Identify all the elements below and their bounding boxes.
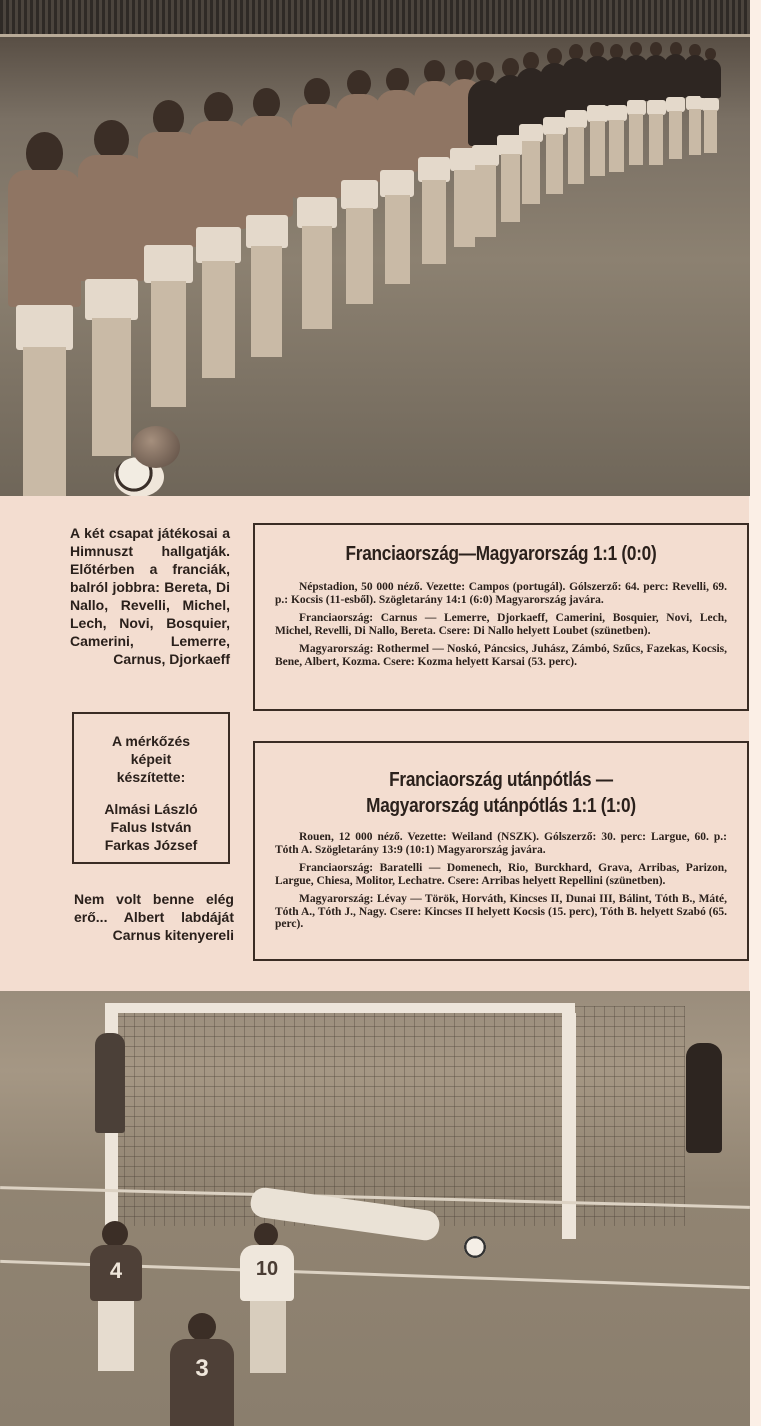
goal-crossbar <box>105 1003 575 1013</box>
senior-match-info: Népstadion, 50 000 néző. Vezette: Campos (portugál). Gólszerző: 64. perc: Revelli, 69. p.: Kocsis (11-esből). Szögletarány 14:1 (6:0) Magyarország javára. <box>275 581 727 606</box>
youth-match-title-line: Franciaország utánpótlás — <box>389 769 613 791</box>
senior-france-lineup: Franciaország: Carnus — Lemerre, Djorkaeff, Camerini, Bosquier, Novi, Lech, Michel, Revelli, Di Nallo, Bereta. Csere: Di Nallo helyett Loubet (szünetben). <box>275 612 727 637</box>
shirt-number: 4 <box>90 1245 142 1301</box>
pitch-line <box>0 34 750 37</box>
credits-names <box>74 800 228 854</box>
goal-right-post <box>562 1013 576 1239</box>
credits-title-line: képeit <box>130 751 172 767</box>
french-player-10 <box>238 1223 298 1373</box>
senior-match-box <box>253 523 749 711</box>
youth-match-info: Rouen, 12 000 néző. Vezette: Weiland (NSZK). Gólszerző: 30. perc: Largue, 60. p.: Tóth A. Szögletarány 13:9 (10:1) Magyarország javára. <box>275 831 727 856</box>
credits-title-line: készítette: <box>116 769 186 785</box>
youth-france-lineup: Franciaország: Baratelli — Domenech, Rio, Burckhard, Grava, Arribas, Parizon, Largue, Chiesa, Molitor, Lechatre. Csere: Arribas helyett Repellini (szünetben). <box>275 862 727 887</box>
photographer-name: Falus István <box>110 819 192 835</box>
senior-match-title: Franciaország—Magyarország 1:1 (0:0) <box>345 543 657 565</box>
football <box>132 426 180 468</box>
youth-match-title-line: Magyarország utánpótlás 1:1 (1:0) <box>366 795 636 817</box>
youth-hungary-lineup: Magyarország: Lévay — Török, Horváth, Kincses II, Dunai III, Bálint, Tóth B., Máté, Tóth A., Tóth J., Nagy. Csere: Kincses II helyett Kocsis (15. perc), Tóth B. helyett Szabó (65. perc). <box>275 893 727 930</box>
photographer-name: Almási László <box>104 801 198 817</box>
anthem-caption: A két csapat játékosai a Himnuszt hallgatják. Előtérben a franciák, balról jobbra: Bereta, Di Nallo, Revelli, Michel, Lech, Novi, Bosquier, Camerini, Lemerre, Carnus, Djorkaeff <box>70 525 230 667</box>
shirt-number: 10 <box>240 1245 294 1301</box>
background-person <box>95 1033 125 1133</box>
goal-save-photo <box>0 991 750 1426</box>
football <box>464 1236 486 1258</box>
photographer-figure <box>686 1043 722 1153</box>
hungarian-player-3 <box>170 1313 234 1426</box>
stadium-crowd <box>0 0 750 34</box>
shirt-number: 3 <box>170 1339 234 1426</box>
credits-title-line: A mérkőzés <box>111 733 191 749</box>
credits-title <box>74 732 228 786</box>
hungarian-player-4 <box>88 1221 144 1371</box>
youth-match-title <box>307 767 696 819</box>
anthem-photo <box>0 0 750 496</box>
photographer-name: Farkas József <box>104 837 198 853</box>
paper-edge <box>749 0 761 1426</box>
photo-credits-box <box>72 712 230 864</box>
senior-hungary-lineup: Magyarország: Rothermel — Noskó, Páncsics, Juhász, Zámbó, Szűcs, Fazekas, Kocsis, Bene, Albert, Kozma. Csere: Kozma helyett Karsai (53. perc). <box>275 643 727 668</box>
goal-caption: Nem volt benne elég erő... Albert labdáját Carnus kitenyereli <box>74 891 234 943</box>
youth-match-box <box>253 741 749 961</box>
